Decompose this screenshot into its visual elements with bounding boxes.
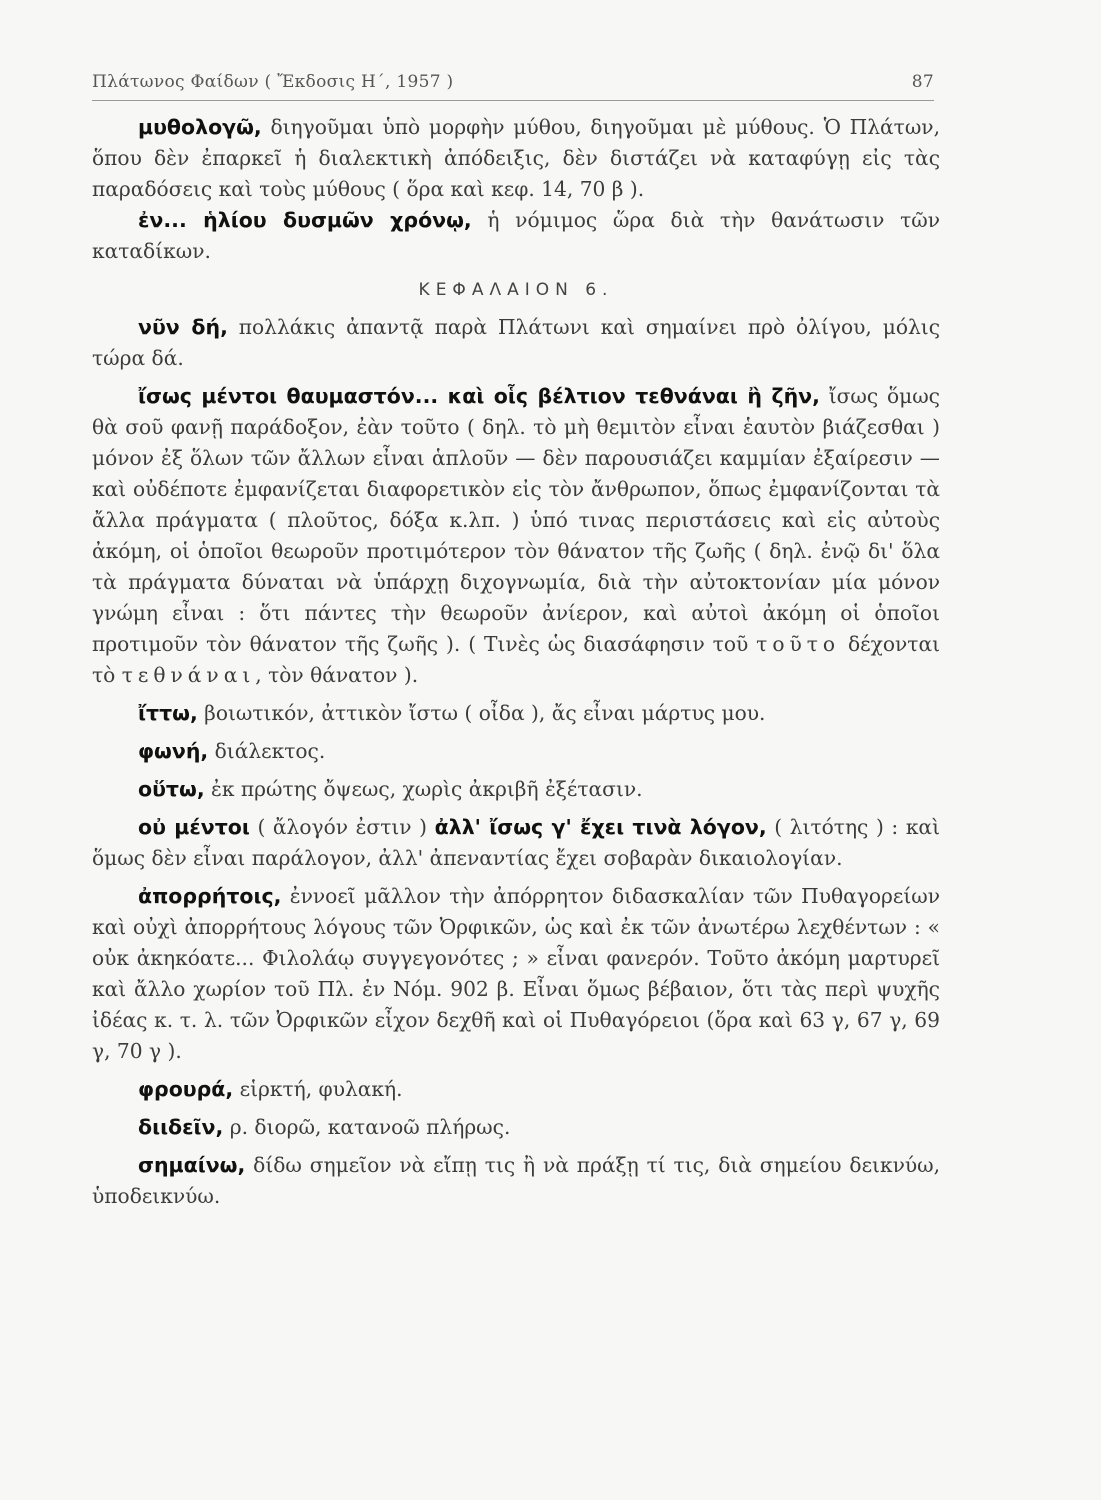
entry-nyn-de (92, 312, 940, 374)
gloss: διηγοῦμαι ὑπὸ μορφὴν μύθου, διηγοῦμαι μὲ μύθους. Ὁ Πλάτων, ὅπου δὲν ἐπαρκεῖ ἡ διαλεκτικὴ ἀπόδειξις, δὲν διστάζει νὰ καταφύγῃ εἰς τὰς παραδόσεις καὶ τοὺς μύθους ( ὅρα καὶ κεφ. 14, 70 β ). (92, 115, 940, 201)
gloss: διάλεκτος. (208, 739, 326, 763)
headword: οὕτω, (138, 777, 205, 801)
headword-second: ἀλλ' ἴσως γ' ἔχει τινὰ λόγον, (434, 815, 767, 839)
running-title: Πλάτωνος Φαίδων ( Ἔκδοσις Η΄, 1957 ) (92, 72, 454, 92)
headword: μυθολογῶ, (138, 115, 262, 139)
gloss: βοιωτικόν, ἀττικὸν ἴστω ( οἶδα ), ἄς εἶναι μάρτυς μου. (197, 701, 766, 725)
spaced-word-tethnanai: τεθνάναι (121, 663, 256, 687)
entry-en-heliou (92, 205, 940, 267)
headword: ἴσως μέντοι θαυμαστόν... καὶ οἷς βέλτιον τεθνάναι ἢ ζῆν, (138, 384, 820, 408)
headword: ἀπορρήτοις, (138, 884, 282, 908)
entry-diidein (92, 1112, 940, 1143)
gloss: εἱρκτή, φυλακή. (233, 1077, 403, 1101)
entry-semaino (92, 1150, 940, 1212)
running-header (92, 72, 934, 92)
gloss: ἴσως ὅμως θὰ σοῦ φανῇ παράδοξον, ἐὰν τοῦτο ( δηλ. τὸ μὴ θεμιτὸν εἶναι ἑαυτὸν βιάζεσθαι ) μόνον ἐξ ὅλων τῶν ἄλλων εἶναι ἁπλοῦν — δὲν παρουσιάζει καμμίαν ἐξαίρεσιν — καὶ οὐδέποτε ἐμφανίζεται διαφορετικὸν εἰς τὸν ἄνθρωπον, ὅπως ἐμφανίζονται τὰ ἄλλα πράγματα ( πλοῦτος, δόξα κ.λπ. ) ὑπό τινας περιστάσεις καὶ εἰς αὐτοὺς ἀκόμη, οἱ ὁποῖοι θεωροῦν προτιμότερον τὸν θάνατον τῆς ζωῆς ( δηλ. ἐνῷ δι' ὅλα τὰ πράγματα δύναται νὰ ὑπάρχῃ διχογνωμία, διὰ τὴν αὐτοκτονίαν μία μόνον γνώμη εἶναι : ὅτι πάντες τὴν θεωροῦν ἀνίερον, καὶ αὐτοὶ ἀκόμη οἱ ὁποῖοι προτιμοῦν τὸν θάνατον τῆς ζωῆς ). ( Τινὲς ὡς διασάφησιν τοῦ (92, 384, 940, 656)
entry-phroura (92, 1074, 940, 1105)
gloss: πολλάκις ἀπαντᾷ παρὰ Πλάτωνι καὶ σημαίνει πρὸ ὀλίγου, μόλις τώρα δά. (92, 315, 941, 370)
entry-phone (92, 736, 940, 767)
header-rule (92, 100, 934, 101)
entry-itto (92, 698, 940, 729)
gloss: δίδω σημεῖον νὰ εἴπῃ τις ἢ νὰ πράξῃ τί τις, διὰ σημείου δεικνύω, ὑποδεικνύω. (92, 1153, 940, 1208)
commentary-body (92, 112, 940, 1212)
entry-aporretois (92, 881, 940, 1067)
headword: ἐν... ἡλίου δυσμῶν χρόνῳ, (138, 208, 472, 232)
gloss: ἐκ πρώτης ὄψεως, χωρὶς ἀκριβῆ ἐξέτασιν. (204, 777, 643, 801)
spaced-word-touto: τοῦτο (756, 632, 841, 656)
gloss-continued: δέχονται τὸ (92, 632, 940, 687)
gloss: ἐννοεῖ μᾶλλον τὴν ἀπόρρητον διδασκαλίαν τῶν Πυθαγορείων καὶ οὐχὶ ἀπορρήτους λόγους τῶν Ὀρφικῶν, ὡς καὶ ἐκ τῶν ἀνωτέρω λεχθέντων : « οὐκ ἀκηκόατε... Φιλολάῳ συγγεγονότες ; » εἶναι φανερόν. Τοῦτο ἀκόμη μαρτυρεῖ καὶ ἄλλο χωρίον τοῦ Πλ. ἐν Νόμ. 902 β. Εἶναι ὅμως βέβαιον, ὅτι τὰς περὶ ψυχῆς ἰδέας κ. τ. λ. τῶν Ὀρφικῶν εἶχον δεχθῆ καὶ οἱ Πυθαγόρειοι (ὅρα καὶ 63 γ, 67 γ, 69 γ, 70 γ ). (92, 884, 940, 1063)
gloss: ρ. διορῶ, κατανοῶ πλήρως. (223, 1115, 511, 1139)
headword: οὐ μέντοι (138, 815, 250, 839)
gloss: ἡ νόμιμος ὥρα διὰ τὴν θανάτωσιν τῶν καταδίκων. (92, 208, 940, 263)
headword: φρουρά, (138, 1077, 234, 1101)
entry-mythologo (92, 112, 940, 205)
entry-houto (92, 774, 940, 805)
headword: φωνή, (138, 739, 209, 763)
gloss-continued: ( λιτότης ) : καὶ ὅμως δὲν εἶναι παράλογον, ἀλλ' ἀπεναντίας ἔχει σοβαρὰν δικαιολογίαν. (92, 815, 940, 870)
headword: διιδεῖν, (138, 1115, 224, 1139)
headword: νῦν δή, (138, 315, 228, 339)
page-number: 87 (911, 72, 934, 92)
headword: ἴττω, (138, 701, 198, 725)
headword: σημαίνω, (138, 1153, 246, 1177)
entry-ou-mentoi (92, 812, 940, 874)
chapter-heading: ΚΕΦΑΛΑΙΟΝ 6. (418, 280, 614, 300)
entry-isos-mentoi (92, 381, 940, 691)
gloss: ( ἄλογόν ἐστιν ) (249, 815, 435, 839)
gloss-end: , τὸν θάνατον ). (255, 663, 419, 687)
